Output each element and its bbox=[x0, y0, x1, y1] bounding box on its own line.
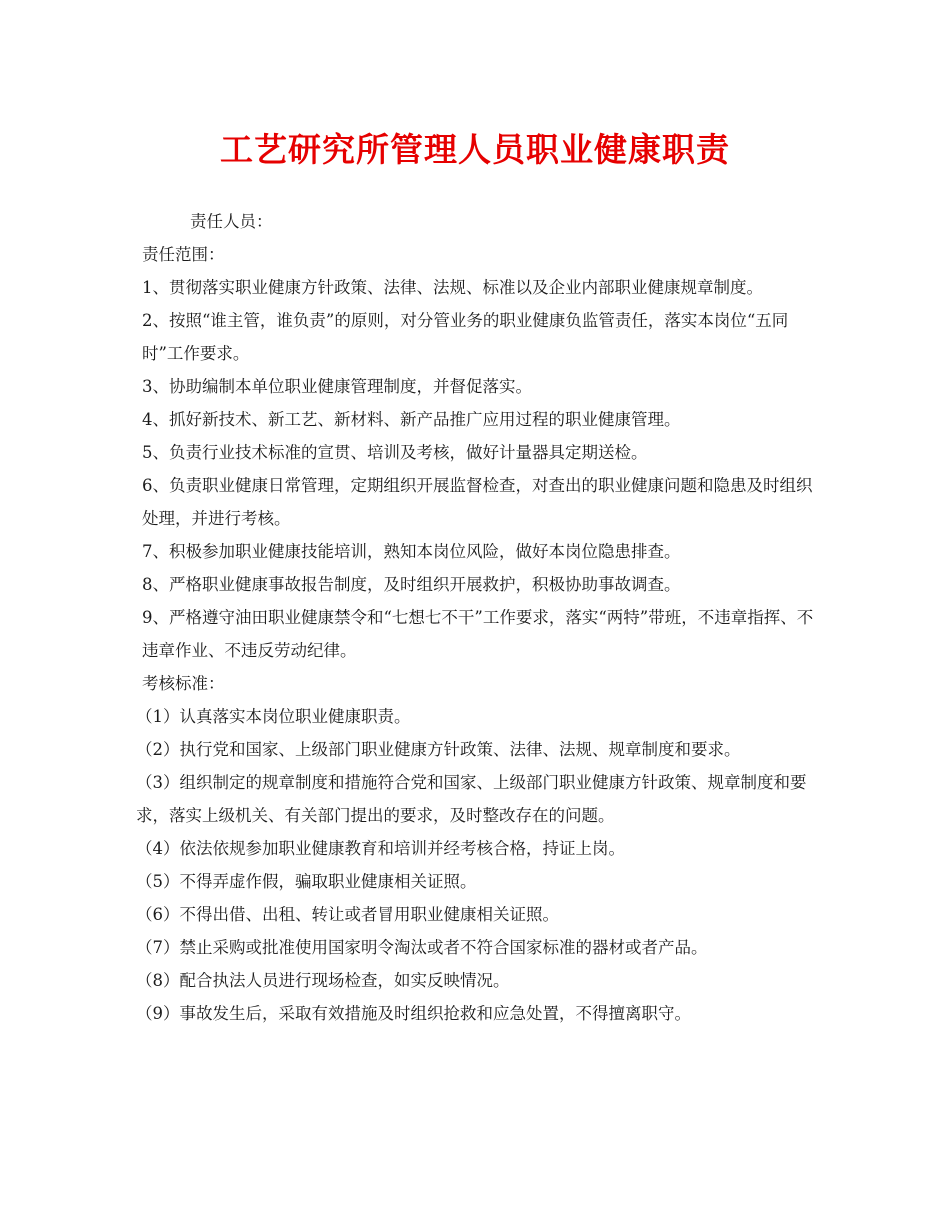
scope-item: 9、严格遵守油田职业健康禁令和“七想七不干”工作要求，落实“两特”带班，不违章指挥、不违章作业、不违反劳动纪律。 bbox=[142, 608, 814, 660]
responsible-person-label: 责任人员： bbox=[190, 212, 273, 231]
page-title: 工艺研究所管理人员职业健康职责 bbox=[220, 130, 730, 169]
scope-item: 2、按照“谁主管，谁负责”的原则，对分管业务的职业健康负监管责任，落实本岗位“五同时”工作要求。 bbox=[142, 311, 789, 363]
standard-item: （3）组织制定的规章制度和措施符合党和国家、上级部门职业健康方针政策、规章制度和要求，落实上级机关、有关部门提出的要求，及时整改存在的问题。 bbox=[136, 773, 807, 825]
standard-item: （5）不得弄虚作假，骗取职业健康相关证照。 bbox=[136, 872, 477, 891]
scope-item: 1、贯彻落实职业健康方针政策、法律、法规、标准以及企业内部职业健康规章制度。 bbox=[142, 278, 763, 297]
standard-item: （7）禁止采购或批准使用国家明令淘汰或者不符合国家标准的器材或者产品。 bbox=[136, 938, 708, 957]
standard-item: （8）配合执法人员进行现场检查，如实反映情况。 bbox=[136, 971, 510, 990]
standard-item: （2）执行党和国家、上级部门职业健康方针政策、法律、法规、规章制度和要求。 bbox=[136, 740, 741, 759]
scope-item: 4、抓好新技术、新工艺、新材料、新产品推广应用过程的职业健康管理。 bbox=[142, 410, 681, 429]
standard-item: （4）依法依规参加职业健康教育和培训并经考核合格，持证上岗。 bbox=[136, 839, 625, 858]
scope-item: 7、积极参加职业健康技能培训，熟知本岗位风险，做好本岗位隐患排查。 bbox=[142, 542, 681, 561]
standard-item: （6）不得出借、出租、转让或者冒用职业健康相关证照。 bbox=[136, 905, 559, 924]
scope-item: 8、严格职业健康事故报告制度，及时组织开展救护，积极协助事故调查。 bbox=[142, 575, 681, 594]
standard-item: （9）事故发生后，采取有效措施及时组织抢救和应急处置，不得擅离职守。 bbox=[136, 1004, 691, 1023]
scope-item: 6、负责职业健康日常管理，定期组织开展监督检查，对查出的职业健康问题和隐患及时组织处理，并进行考核。 bbox=[142, 476, 813, 528]
scope-heading: 责任范围： bbox=[142, 245, 225, 264]
document-body bbox=[136, 205, 822, 1030]
standard-heading: 考核标准： bbox=[142, 674, 225, 693]
scope-item: 3、协助编制本单位职业健康管理制度，并督促落实。 bbox=[142, 377, 532, 396]
scope-item: 5、负责行业技术标准的宣贯、培训及考核，做好计量器具定期送检。 bbox=[142, 443, 648, 462]
standard-item: （1）认真落实本岗位职业健康职责。 bbox=[136, 707, 411, 726]
